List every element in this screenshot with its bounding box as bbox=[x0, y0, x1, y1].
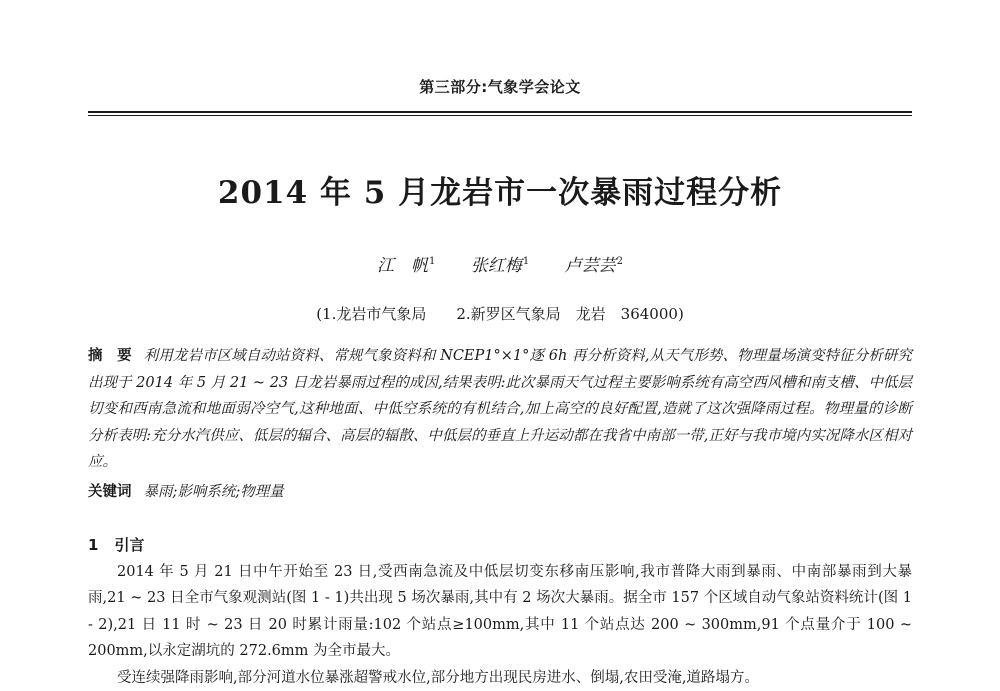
author-name: 卢芸芸 bbox=[564, 256, 616, 276]
abstract bbox=[88, 343, 912, 476]
header-rule-thick bbox=[88, 111, 912, 113]
author-name: 张红梅 bbox=[470, 256, 522, 276]
section-heading bbox=[88, 532, 912, 558]
body-paragraph: 2014 年 5 月 21 日中午开始至 23 日,受西南急流及中低层切变东移南压影响,我市普降大雨到暴雨、中南部暴雨到大暴雨,21 ~ 23 日全市气象观测站(图 1 - 1)共出现 5 场次暴雨,其中有 2 场次大暴雨。据全市 157 个区域自动气象站资料统计(图 1 - 2),21 日 11 时 ~ 23 日 20 时累计雨量:102 个站点≥100mm,其中 11 个站点达 200 ~ 300mm,91 个点量介于 100 ~ 200mm,以永定湖坑的 272.6mm 为全市最大。 bbox=[88, 564, 912, 660]
author-affiliation-marker: 2 bbox=[616, 256, 623, 267]
author bbox=[565, 244, 623, 284]
author bbox=[471, 244, 529, 284]
section-number: 1 bbox=[88, 536, 99, 554]
author-affiliation-marker: 1 bbox=[522, 256, 530, 267]
section-body bbox=[88, 559, 912, 691]
author-affiliation-marker: 1 bbox=[429, 256, 436, 267]
section-title: 引言 bbox=[114, 536, 145, 554]
keywords-label: 关键词 bbox=[88, 484, 132, 500]
affiliations: (1.龙岩市气象局 2.新罗区气象局 龙岩 364000) bbox=[316, 305, 684, 323]
paper-title: 2014 年 5 月龙岩市一次暴雨过程分析 bbox=[217, 175, 783, 211]
section-header: 第三部分:气象学会论文 bbox=[419, 78, 581, 96]
author-name: 江 帆 bbox=[377, 256, 429, 276]
author bbox=[377, 244, 435, 284]
header-rule-thin bbox=[88, 115, 912, 116]
keywords bbox=[88, 479, 912, 505]
body-paragraph: 受连续强降雨影响,部分河道水位暴涨超警戒水位,部分地方出现民房进水、倒塌,农田受淹,道路塌方。 bbox=[117, 669, 759, 686]
keywords-text: 暴雨;影响系统;物理量 bbox=[143, 484, 284, 500]
author-list bbox=[88, 244, 912, 284]
abstract-label: 摘 要 bbox=[88, 348, 132, 364]
abstract-text: 利用龙岩市区域自动站资料、常规气象资料和 NCEP1°×1°逐 6h 再分析资料,从天气形势、物理量场演变特征分析研究出现于 2014 年 5 月 21 ~ 23 日龙岩暴雨过程的成因,结果表明:此次暴雨天气过程主要影响系统有高空西风槽和南支槽、中低层切变和西南急流和地面弱冷空气,这种地面、中低空系统的有机结合,加上高空的良好配置,造就了这次强降雨过程。物理量的诊断分析表明:充分水汽供应、低层的辐合、高层的辐散、中低层的垂直上升运动都在我省中南部一带,正好与我市境内实况降水区相对应。 bbox=[88, 348, 912, 470]
